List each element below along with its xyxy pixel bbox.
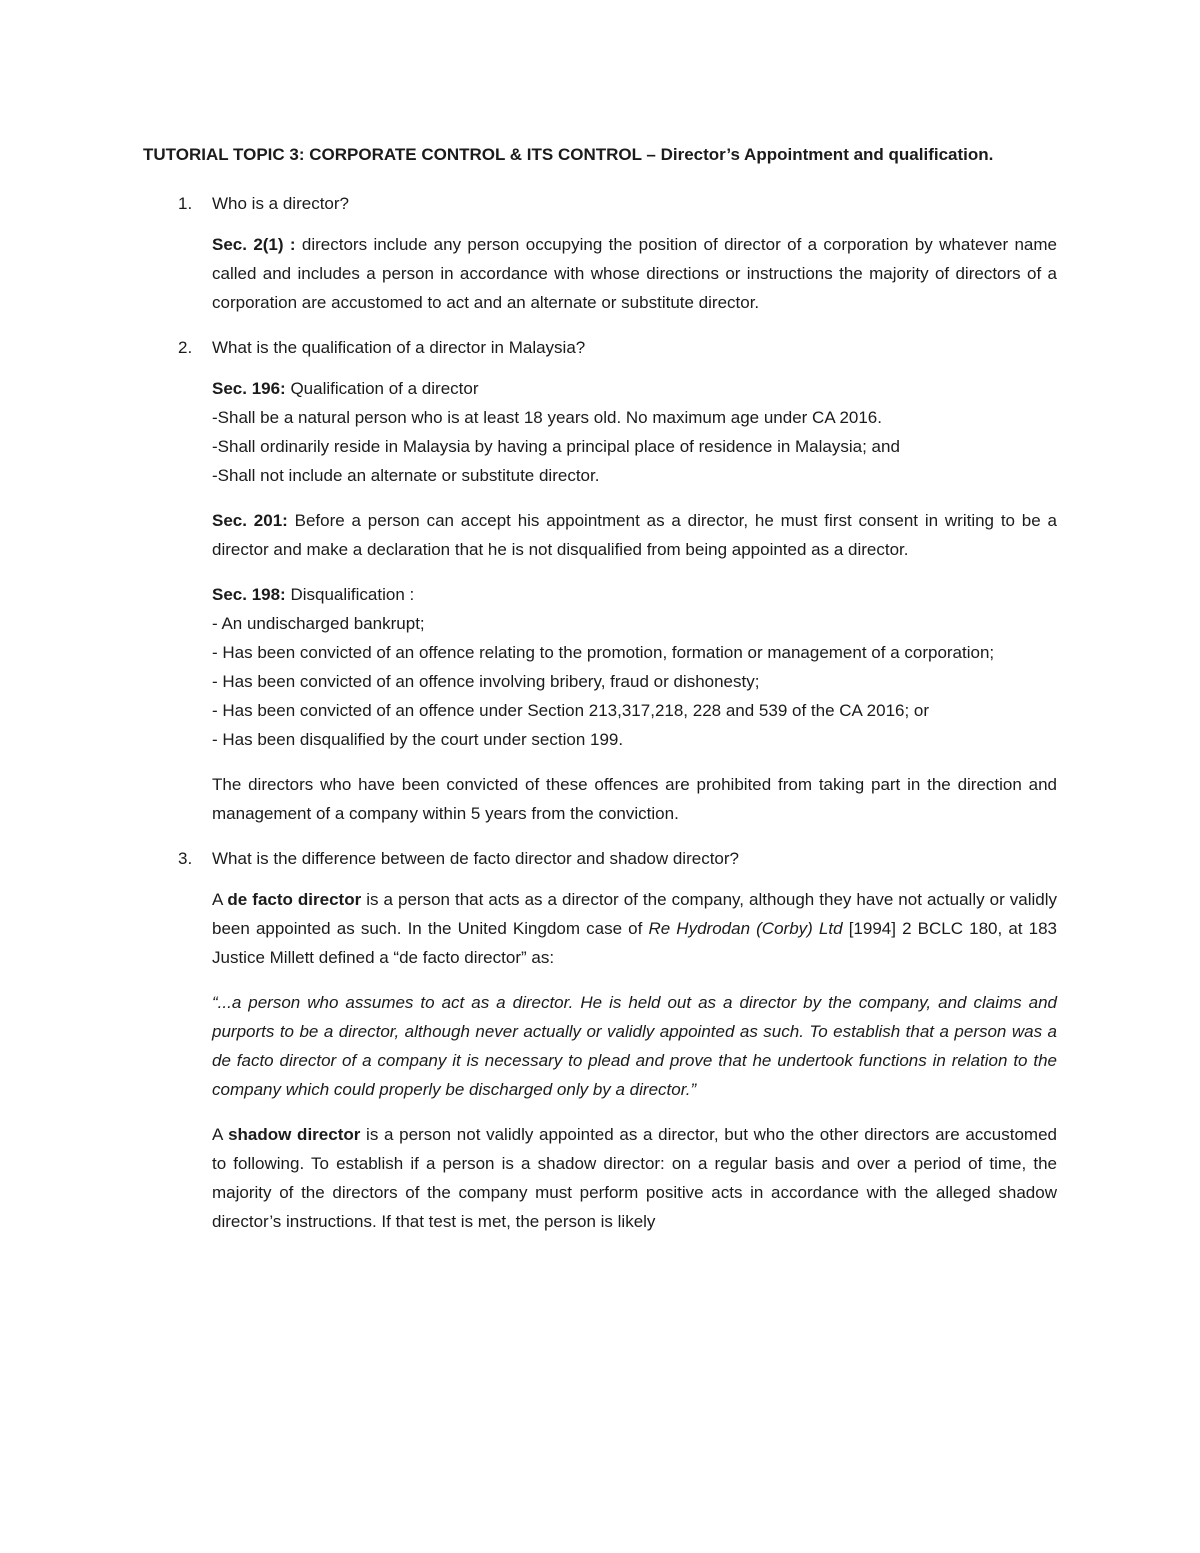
de-facto-director-paragraph (212, 885, 1057, 972)
text-run: de facto director (227, 890, 362, 909)
text-run: Re Hydrodan (Corby) Ltd (648, 919, 843, 938)
document-title: TUTORIAL TOPIC 3: CORPORATE CONTROL & ITS CONTROL – Director’s Appointment and qualification. (143, 145, 994, 164)
text-run: -Shall be a natural person who is at least 18 years old. No maximum age under CA 2016. (212, 408, 882, 427)
text-run: Sec. 196: (212, 379, 286, 398)
question-3 (178, 844, 1057, 873)
list-item-text (212, 844, 1057, 873)
list-item-text (212, 189, 1057, 218)
text-run: Sec. 198: (212, 585, 286, 604)
text-run: The directors who have been convicted of these offences are prohibited from taking part in the direction and management of a company within 5 years from the conviction. (212, 775, 1057, 823)
millett-quote-paragraph (212, 988, 1057, 1104)
conviction-consequence-paragraph (212, 770, 1057, 828)
sec-201-paragraph (212, 506, 1057, 564)
text-run: “...a person who assumes to act as a director. He is held out as a director by the company, and claims and purports to be a director, although never actually or validly appointed as such. To establish that a person was a de facto director of a company it is necessary to plead and prove that he undertook functions in relation to the company which could properly be discharged only by a director.” (212, 993, 1057, 1099)
text-run: Sec. 201: (212, 511, 288, 530)
sec-2-1-paragraph (212, 230, 1057, 317)
text-run: - Has been convicted of an offence relating to the promotion, formation or management of a corporation; (212, 643, 995, 662)
text-run: is a person that acts as a director of the company, although they have not actually or validly been appointed as such. In the United Kingdom case of (212, 890, 1057, 938)
text-run: -Shall ordinarily reside in Malaysia by having a principal place of residence in Malaysia; and (212, 437, 900, 456)
text-run: [1994] 2 BCLC 180, at 183 Justice Millett defined a “de facto director” as: (212, 919, 1058, 967)
text-run: - Has been convicted of an offence involving bribery, fraud or dishonesty; (212, 672, 760, 691)
list-item-number: 3. (178, 849, 193, 868)
text-run: is a person not validly appointed as a director, but who the other directors are accustomed to following. To establish if a person is a shadow director: on a regular basis and over a period of time, the majority of the directors of the company must perform positive acts in accordance with the alleged shadow director’s instructions. If that test is met, the person is likely (212, 1125, 1058, 1231)
text-run: Before a person can accept his appointment as a director, he must first consent in writing to be a director and make a declaration that he is not disqualified from being appointed as a director. (212, 511, 1057, 559)
list-item-number: 2. (178, 338, 193, 357)
question-1 (178, 189, 1057, 218)
list-item-number: 1. (178, 194, 193, 213)
sec-196-paragraph (212, 374, 1057, 490)
text-run: Qualification of a director (285, 379, 479, 398)
text-run: - Has been disqualified by the court under section 199. (212, 730, 624, 749)
text-run: Who is a director? (212, 194, 349, 213)
text-run: shadow director (228, 1125, 361, 1144)
text-run: What is the difference between de facto director and shadow director? (212, 849, 739, 868)
question-2 (178, 333, 1057, 362)
text-run: A (212, 890, 228, 909)
shadow-director-paragraph (212, 1120, 1057, 1236)
sec-198-paragraph (212, 580, 1057, 754)
text-run: Sec. 2(1) : (212, 235, 302, 254)
text-run: - An undischarged bankrupt; (212, 614, 425, 633)
list-item-text (212, 333, 1057, 362)
text-run: directors include any person occupying the position of director of a corporation by whatever name called and includes a person in accordance with whose directions or instructions the majority of directors of a corporation are accustomed to act and an alternate or substitute director. (212, 235, 1057, 312)
text-run: A (212, 1125, 229, 1144)
text-run: What is the qualification of a director in Malaysia? (212, 338, 586, 357)
text-run: -Shall not include an alternate or substitute director. (212, 466, 600, 485)
document-body (143, 189, 1057, 1236)
text-run: - Has been convicted of an offence under Section 213,317,218, 228 and 539 of the CA 2016; or (212, 701, 930, 720)
text-run: Disqualification : (285, 585, 415, 604)
